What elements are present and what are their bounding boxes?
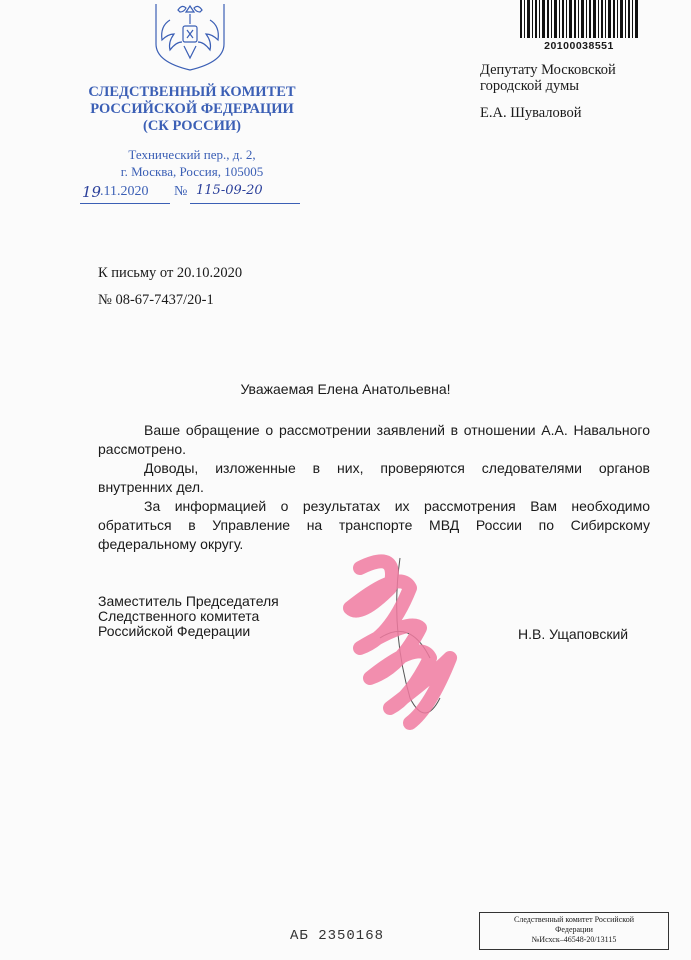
date-handwritten-day: 19 <box>82 183 102 201</box>
stamp-line-1: Следственный комитет Российской <box>513 915 635 924</box>
recipient-line-1: Депутату Московской <box>480 62 616 78</box>
recipient-line-2: городской думы <box>480 78 580 94</box>
russian-double-headed-eagle-icon <box>150 0 230 72</box>
barcode-icon <box>520 0 638 38</box>
address-line-1: Технический пер., д. 2, <box>128 147 256 162</box>
reference-date: К письму от 20.10.2020 <box>98 265 243 281</box>
signatory-title-line-3: Российской Федерации <box>98 623 251 639</box>
letter-body <box>98 421 650 554</box>
signatory-title <box>98 594 279 639</box>
date-printed: .11.2020 <box>100 184 149 199</box>
redacted-signature <box>330 548 480 738</box>
signature-scribble-icon <box>330 548 480 738</box>
stamp-line-2: Федерации <box>555 925 593 934</box>
org-line-1: СЛЕДСТВЕННЫЙ КОМИТЕТ <box>88 84 296 100</box>
number-handwritten: 115-09-20 <box>196 183 263 198</box>
paragraph-3: За информацией о результатах их рассмотрения Вам необходимо обратиться в Управление на транспорте МВД России по Сибирскому федеральному округу. <box>98 498 650 552</box>
paragraph-1: Ваше обращение о рассмотрении заявлений в отношении А.А. Навального рассмотрено. <box>98 422 650 457</box>
reference-number: № 08-67-7437/20-1 <box>98 292 214 308</box>
organization-name <box>60 84 324 135</box>
signatory-title-line-1: Заместитель Председателя <box>98 593 279 609</box>
recipient-block <box>480 62 616 94</box>
coat-of-arms-emblem <box>150 0 230 72</box>
registration-stamp <box>479 912 669 950</box>
recipient-name: Е.А. Шуваловой <box>480 105 582 121</box>
signatory-name: Н.В. Ущаповский <box>518 626 629 642</box>
barcode <box>520 0 638 38</box>
org-line-3: (СК РОССИИ) <box>143 118 241 134</box>
number-label: № <box>174 184 188 199</box>
org-line-2: РОССИЙСКОЙ ФЕДЕРАЦИИ <box>90 101 294 117</box>
paragraph-2: Доводы, изложенные в них, проверяются следователями органов внутренних дел. <box>98 460 650 495</box>
organization-address <box>60 146 324 180</box>
form-serial-number: АБ 2350168 <box>290 928 385 944</box>
address-line-2: г. Москва, Россия, 105005 <box>120 164 264 179</box>
signatory-title-line-2: Следственного комитета <box>98 608 260 624</box>
letter-greeting: Уважаемая Елена Анатольевна! <box>240 381 451 397</box>
outgoing-date-number <box>80 183 320 207</box>
barcode-number: 20100038551 <box>544 40 614 52</box>
stamp-line-3: №Исхск–46548-20/13115 <box>531 935 617 944</box>
reference-block <box>98 260 242 314</box>
number-underline <box>190 203 300 204</box>
date-underline <box>80 203 170 204</box>
